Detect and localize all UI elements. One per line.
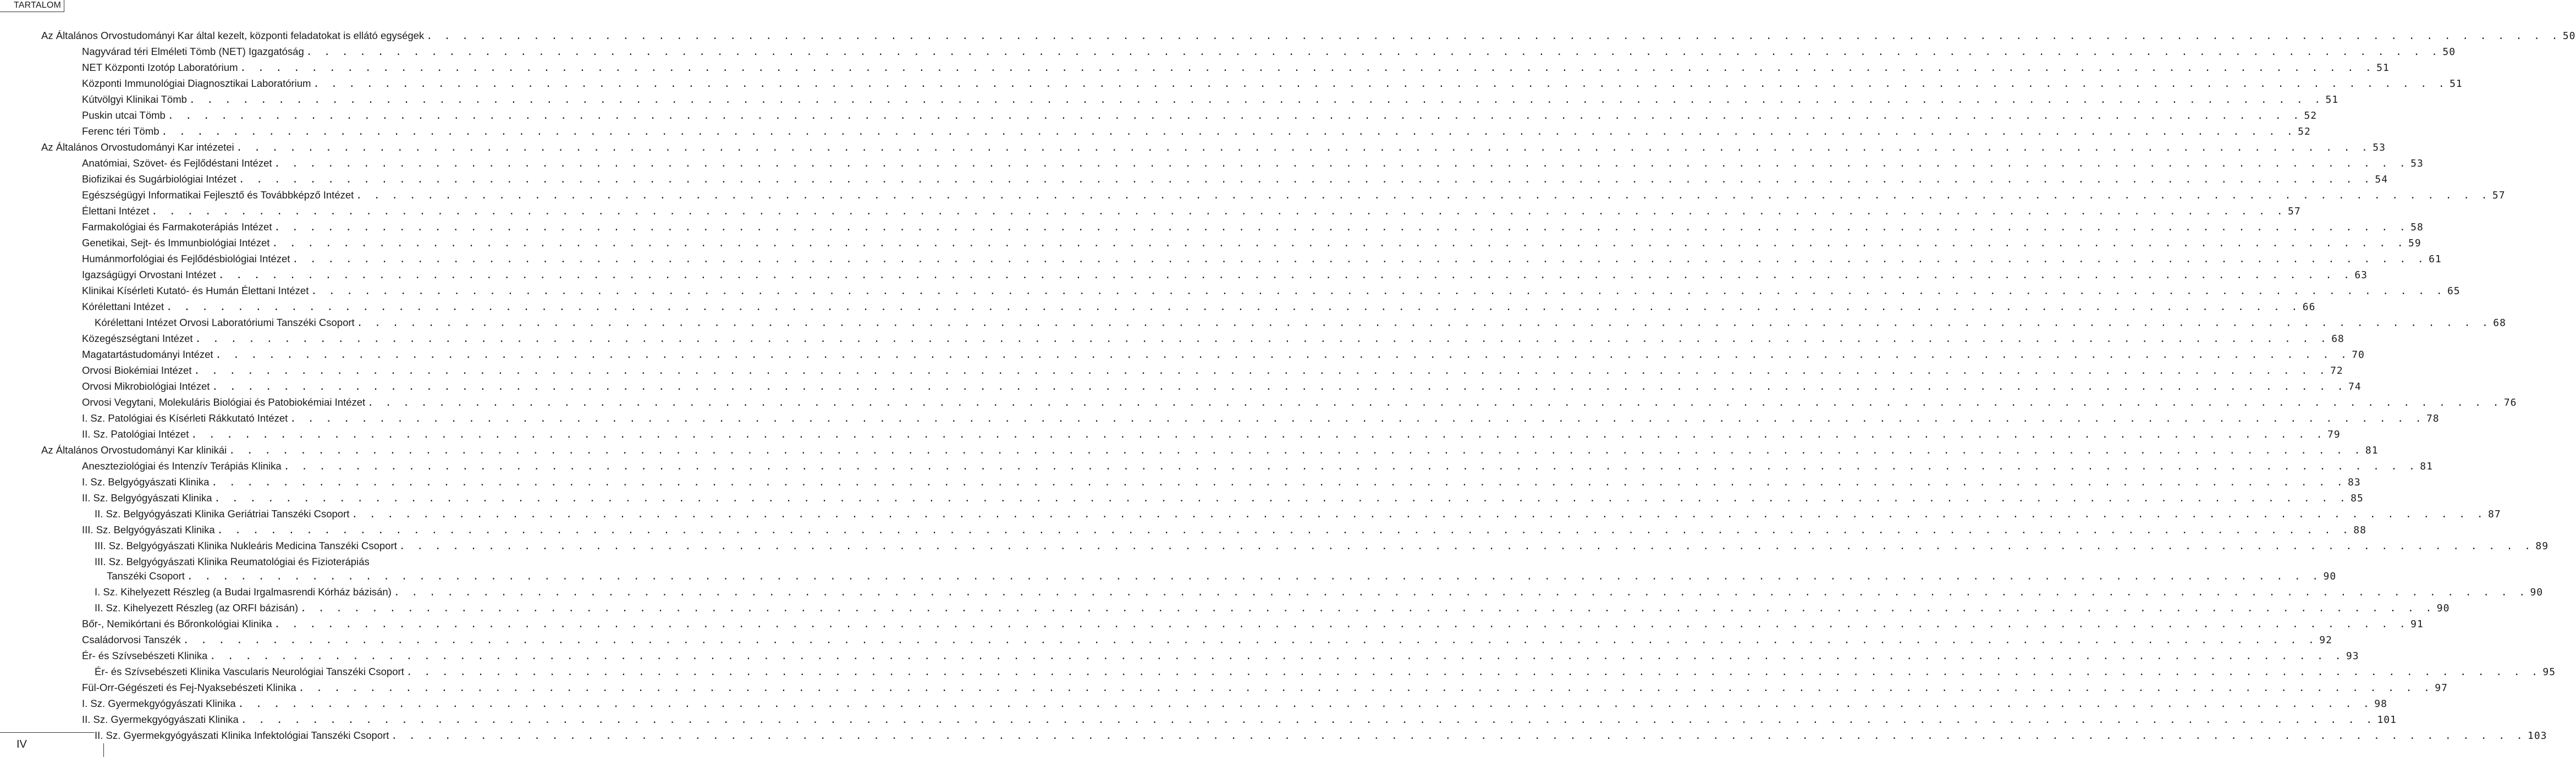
toc-entry-title: II. Sz. Belgyógyászati Klinika Geriátriai Tanszéki Csoport [95,506,351,522]
toc-entry[interactable] [0,711,2397,727]
toc-entry-title: Ér- és Szívsebészeti Klinika Vascularis Neurológiai Tanszéki Csoport [95,664,406,679]
toc-entry-page: 58 [2408,219,2424,235]
dot-leader: . . . . . . . . . . . . . . . . . . . . . . . . . . . . . . . . . . . . . . . . . . . . . . . . . . . . . . . . . . . . . . . . . . . . . . . . . . . . . . . . . . . . . . . . . . . . . . . . . . . . . . . . . . . . . . . . . . . . . . . . [300,603,2435,614]
dot-leader: . . . . . . . . . . . . . . . . . . . . . . . . . . . . . . . . . . . . . . . . . . . . . . . . . . . . . . . . . . . . . . . . . . . . . . . . . . . . . . . . . . . . . . . . . . . . . . . . . . . . . . . . . . . . . . . . . . . . . . . . [167,110,2302,121]
toc-entry[interactable] [0,410,2440,426]
toc-entry-title: I. Sz. Patológiai és Kísérleti Rákkutató Intézet [82,410,290,426]
toc-entry-page: 51 [2374,60,2390,76]
toc-row [0,267,2368,283]
table-of-contents [0,27,2576,743]
dot-leader: . . . . . . . . . . . . . . . . . . . . . . . . . . . . . . . . . . . . . . . . . . . . . . . . . . . . . . . . . . . . . . . . . . . . . . . . . . . . . . . . . . . . . . . . . . . . . . . . . . . . . . . . . . . . . . . . . . . . . . . . [238,174,2373,185]
toc-row [0,490,2364,506]
toc-entry-page: 91 [2408,616,2424,632]
toc-entry-title: Orvosi Vegytani, Molekuláris Biológiai és Patobiokémiai Intézet [82,394,367,410]
dot-leader: . . . . . . . . . . . . . . . . . . . . . . . . . . . . . . . . . . . . . . . . . . . . . . . . . . . . . . . . . . . . . . . . . . . . . . . . . . . . . . . . . . . . . . . . . . . . . . . . . . . . . . . . . . . . . . . . . . . . . . . . [229,445,2363,456]
toc-row [0,394,2517,410]
toc-entry[interactable] [0,346,2365,362]
toc-entry-page: 66 [2300,299,2316,315]
dot-leader: . . . . . . . . . . . . . . . . . . . . . . . . . . . . . . . . . . . . . . . . . . . . . . . . . . . . . . . . . . . . . . . . . . . . . . . . . . . . . . . . . . . . . . . . . . . . . . . . . . . . . . . . . . . . . . . . . . . . . . . . [313,78,2448,90]
dot-leader: . . . . . . . . . . . . . . . . . . . . . . . . . . . . . . . . . . . . . . . . . . . . . . . . . . . . . . . . . . . . . . . . . . . . . . . . . . . . . . . . . . . . . . . . . . . . . . . . . . . . . . . . . . . . . . . . . . . . . . . . [195,333,2330,345]
toc-entry[interactable] [0,299,2316,314]
dot-leader: . . . . . . . . . . . . . . . . . . . . . . . . . . . . . . . . . . . . . . . . . . . . . . . . . . . . . . . . . . . . . . . . . . . . . . . . . . . . . . . . . . . . . . . . . . . . . . . . . . . . . . . . . . . . . . . . . . . . . . . . [189,94,2324,106]
toc-entry-page: 85 [2348,490,2364,506]
toc-entry-page: 74 [2346,379,2362,395]
toc-entry-page: 103 [2525,728,2547,744]
toc-entry-title: I. Sz. Belgyógyászati Klinika [82,474,211,490]
toc-entry-title: II. Sz. Belgyógyászati Klinika [82,490,214,506]
toc-entry-page: 90 [2528,584,2543,600]
toc-entry-page: 76 [2502,395,2517,411]
dot-leader: . . . . . . . . . . . . . . . . . . . . . . . . . . . . . . . . . . . . . . . . . . . . . . . . . . . . . . . . . . . . . . . . . . . . . . . . . . . . . . . . . . . . . . . . . . . . . . . . . . . . . . . . . . . . . . . . . . . . . . . . [194,365,2329,377]
toc-row [0,442,2379,458]
toc-row [0,410,2440,426]
toc-entry-title: Fül-Orr-Gégészeti és Fej-Nyaksebészeti Klinika [82,679,299,695]
toc-entry-title: Klinikai Kísérleti Kutató- és Humán Élettani Intézet [82,283,311,299]
toc-entry-title: NET Központi Izotóp Laboratórium [82,59,240,75]
toc-row [0,568,2337,584]
dot-leader: . . . . . . . . . . . . . . . . . . . . . . . . . . . . . . . . . . . . . . . . . . . . . . . . . . . . . . . . . . . . . . . . . . . . . . . . . . . . . . . . . . . . . . . . . . . . . . . . . . . . . . . . . . . . . . . . . . . . . . . . [283,461,2418,472]
toc-entry[interactable] [0,522,2366,538]
toc-entry-title: Genetikai, Sejt- és Immunbiológiai Intézet [82,235,272,251]
toc-entry-title: Közegészségtani Intézet [82,330,195,346]
toc-entry-page: 53 [2370,140,2386,156]
toc-entry-page: 89 [2533,538,2549,554]
dot-leader: . . . . . . . . . . . . . . . . . . . . . . . . . . . . . . . . . . . . . . . . . . . . . . . . . . . . . . . . . . . . . . . . . . . . . . . . . . . . . . . . . . . . . . . . . . . . . . . . . . . . . . . . . . . . . . . . . . . . . . . . [212,381,2346,393]
toc-entry[interactable] [0,219,2424,235]
toc-row [0,235,2421,251]
toc-entry[interactable] [0,27,2576,43]
toc-entry[interactable] [0,695,2387,711]
toc-row [0,648,2359,664]
dot-leader: . . . . . . . . . . . . . . . . . . . . . . . . . . . . . . . . . . . . . . . . . . . . . . . . . . . . . . . . . . . . . . . . . . . . . . . . . . . . . . . . . . . . . . . . . . . . . . . . . . . . . . . . . . . . . . . . . . . . . . . . [351,509,2486,520]
toc-entry[interactable] [0,362,2343,378]
toc-entry-page: 83 [2346,474,2361,490]
page-number: IV [16,738,27,750]
toc-entry[interactable] [0,664,2556,679]
dot-leader: . . . . . . . . . . . . . . . . . . . . . . . . . . . . . . . . . . . . . . . . . . . . . . . . . . . . . . . . . . . . . . . . . . . . . . . . . . . . . . . . . . . . . . . . . . . . . . . . . . . . . . . . . . . . . . . . . . . . . . . . [311,285,2445,297]
toc-entry-page: 90 [2435,600,2450,616]
toc-entry-page: 50 [2440,44,2456,60]
dot-leader: . . . . . . . . . . . . . . . . . . . . . . . . . . . . . . . . . . . . . . . . . . . . . . . . . . . . . . . . . . . . . . . . . . . . . . . . . . . . . . . . . . . . . . . . . . . . . . . . . . . . . . . . . . . . . . . . . . . . . . . . [274,618,2409,630]
dot-leader: . . . . . . . . . . . . . . . . . . . . . . . . . . . . . . . . . . . . . . . . . . . . . . . . . . . . . . . . . . . . . . . . . . . . . . . . . . . . . . . . . . . . . . . . . . . . . . . . . . . . . . . . . . . . . . . . . . . . . . . . [367,397,2502,408]
dot-leader: . . . . . . . . . . . . . . . . . . . . . . . . . . . . . . . . . . . . . . . . . . . . . . . . . . . . . . . . . . . . . . . . . . . . . . . . . . . . . . . . . . . . . . . . . . . . . . . . . . . . . . . . . . . . . . . . . . . . . . . . [238,698,2373,710]
toc-row [0,251,2442,267]
toc-entry-page: 59 [2406,235,2421,251]
toc-entry[interactable] [0,679,2448,695]
toc-entry[interactable] [0,139,2386,155]
toc-entry-page: 87 [2486,506,2501,522]
toc-entry-title: I. Sz. Kihelyezett Részleg (a Budai Irgalmasrendi Kórház bázisán) [95,584,394,600]
toc-entry-page: 61 [2426,251,2442,267]
dot-leader: . . . . . . . . . . . . . . . . . . . . . . . . . . . . . . . . . . . . . . . . . . . . . . . . . . . . . . . . . . . . . . . . . . . . . . . . . . . . . . . . . . . . . . . . . . . . . . . . . . . . . . . . . . . . . . . . . . . . . . . . [215,349,2350,361]
toc-entry[interactable] [0,171,2388,187]
toc-entry-title[interactable]: III. Sz. Belgyógyászati Klinika Reumatológiai és Fizioterápiás [95,556,370,567]
toc-entry[interactable] [0,458,2433,474]
dot-leader: . . . . . . . . . . . . . . . . . . . . . . . . . . . . . . . . . . . . . . . . . . . . . . . . . . . . . . . . . . . . . . . . . . . . . . . . . . . . . . . . . . . . . . . . . . . . . . . . . . . . . . . . . . . . . . . . . . . . . . . . [218,269,2353,281]
toc-row [0,59,2390,75]
toc-row [0,600,2450,616]
toc-entry-page: 52 [2302,108,2317,124]
toc-entry-page: 65 [2445,283,2461,299]
dot-leader: . . . . . . . . . . . . . . . . . . . . . . . . . . . . . . . . . . . . . . . . . . . . . . . . . . . . . . . . . . . . . . . . . . . . . . . . . . . . . . . . . . . . . . . . . . . . . . . . . . . . . . . . . . . . . . . . . . . . . . . . [292,253,2427,265]
dot-leader: . . . . . . . . . . . . . . . . . . . . . . . . . . . . . . . . . . . . . . . . . . . . . . . . . . . . . . . . . . . . . . . . . . . . . . . . . . . . . . . . . . . . . . . . . . . . . . . . . . . . . . . . . . . . . . . . . . . . . . . . [306,46,2441,58]
toc-row [0,123,2311,139]
toc-entry-title: Nagyvárad téri Elméleti Tömb (NET) Igazgatóság [82,43,306,59]
dot-leader: . . . . . . . . . . . . . . . . . . . . . . . . . . . . . . . . . . . . . . . . . . . . . . . . . . . . . . . . . . . . . . . . . . . . . . . . . . . . . . . . . . . . . . . . . . . . . . . . . . . . . . . . . . . . . . . . . . . . . . . . [274,222,2409,233]
toc-entry-title: Orvosi Biokémiai Intézet [82,362,194,378]
toc-entry-page: 52 [2296,124,2311,140]
toc-entry-page: 98 [2372,696,2387,712]
toc-row [0,362,2343,378]
dot-leader: . . . . . . . . . . . . . . . . . . . . . . . . . . . . . . . . . . . . . . . . . . . . . . . . . . . . . . . . . . . . . . . . . . . . . . . . . . . . . . . . . . . . . . . . . . . . . . . . . . . . . . . . . . . . . . . . . . . . . . . . [399,540,2534,552]
toc-entry-title: II. Sz. Gyermekgyógyászati Klinika [82,711,241,727]
toc-entry-title: Élettani Intézet [82,203,151,219]
toc-row [0,91,2339,107]
toc-entry-title: Igazságügyi Orvostani Intézet [82,267,218,283]
toc-entry-title: Farmakológiai és Farmakoterápiás Intézet [82,219,274,235]
toc-entry-page: 101 [2375,712,2397,728]
dot-leader: . . . . . . . . . . . . . . . . . . . . . . . . . . . . . . . . . . . . . . . . . . . . . . . . . . . . . . . . . . . . . . . . . . . . . . . . . . . . . . . . . . . . . . . . . . . . . . . . . . . . . . . . . . . . . . . . . . . . . . . . [426,30,2561,42]
toc-entry-title: Aneszteziológiai és Intenzív Terápiás Klinika [82,458,284,474]
toc-row [0,75,2463,91]
dot-leader: . . . . . . . . . . . . . . . . . . . . . . . . . . . . . . . . . . . . . . . . . . . . . . . . . . . . . . . . . . . . . . . . . . . . . . . . . . . . . . . . . . . . . . . . . . . . . . . . . . . . . . . . . . . . . . . . . . . . . . . . [272,237,2407,249]
toc-entry-page: 93 [2344,648,2359,664]
toc-entry-title: I. Sz. Gyermekgyógyászati Klinika [82,695,238,711]
toc-entry[interactable] [0,59,2390,75]
dot-leader: . . . . . . . . . . . . . . . . . . . . . . . . . . . . . . . . . . . . . . . . . . . . . . . . . . . . . . . . . . . . . . . . . . . . . . . . . . . . . . . . . . . . . . . . . . . . . . . . . . . . . . . . . . . . . . . . . . . . . . . . [274,158,2409,169]
toc-entry[interactable] [0,426,2341,442]
toc-entry[interactable] [0,330,2344,346]
dot-leader: . . . . . . . . . . . . . . . . . . . . . . . . . . . . . . . . . . . . . . . . . . . . . . . . . . . . . . . . . . . . . . . . . . . . . . . . . . . . . . . . . . . . . . . . . . . . . . . . . . . . . . . . . . . . . . . . . . . . . . . . [166,301,2300,313]
toc-entry-title: Orvosi Mikrobiológiai Intézet [82,378,212,394]
toc-entry[interactable] [0,442,2379,458]
toc-entry-title: II. Sz. Patológiai Intézet [82,426,191,442]
toc-row [0,664,2556,679]
toc-entry-title: II. Sz. Kihelyezett Részleg (az ORFI bázisán) [95,600,300,616]
toc-entry-title: Egészségügyi Informatikai Fejlesztő és Továbbképző Intézet [82,187,356,203]
toc-entry-title: III. Sz. Belgyógyászati Klinika [82,522,217,538]
dot-leader: . . . . . . . . . . . . . . . . . . . . . . . . . . . . . . . . . . . . . . . . . . . . . . . . . . . . . . . . . . . . . . . . . . . . . . . . . . . . . . . . . . . . . . . . . . . . . . . . . . . . . . . . . . . . . . . . . . . . . . . . [236,142,2371,153]
toc-entry-title: Bőr-, Nemikórtani és Bőronkológiai Klinika [82,616,274,632]
dot-leader: . . . . . . . . . . . . . . . . . . . . . . . . . . . . . . . . . . . . . . . . . . . . . . . . . . . . . . . . . . . . . . . . . . . . . . . . . . . . . . . . . . . . . . . . . . . . . . . . . . . . . . . . . . . . . . . . . . . . . . . . [290,413,2424,424]
toc-row [0,378,2362,394]
toc-entry-page: 51 [2324,92,2339,108]
toc-row [0,711,2397,727]
toc-entry-title: Az Általános Orvostudományi Kar által kezelt, központi feladatokat is ellátó egységek [41,27,426,43]
toc-entry-title: Puskin utcai Tömb [82,107,168,123]
toc-row [0,538,2549,554]
toc-entry[interactable] [0,506,2501,522]
toc-entry-title: Az Általános Orvostudományi Kar intézetei [41,139,236,155]
toc-entry[interactable] [0,474,2361,490]
toc-entry[interactable] [0,91,2339,107]
toc-row [0,299,2316,314]
dot-leader: . . . . . . . . . . . . . . . . . . . . . . . . . . . . . . . . . . . . . . . . . . . . . . . . . . . . . . . . . . . . . . . . . . . . . . . . . . . . . . . . . . . . . . . . . . . . . . . . . . . . . . . . . . . . . . . . . . . . . . . . [217,524,2352,536]
toc-row [0,584,2544,600]
dot-leader: . . . . . . . . . . . . . . . . . . . . . . . . . . . . . . . . . . . . . . . . . . . . . . . . . . . . . . . . . . . . . . . . . . . . . . . . . . . . . . . . . . . . . . . . . . . . . . . . . . . . . . . . . . . . . . . . . . . . . . . . [161,126,2296,137]
toc-row [0,632,2332,648]
dot-leader: . . . . . . . . . . . . . . . . . . . . . . . . . . . . . . . . . . . . . . . . . . . . . . . . . . . . . . . . . . . . . . . . . . . . . . . . . . . . . . . . . . . . . . . . . . . . . . . . . . . . . . . . . . . . . . . . . . . . . . . . [356,317,2491,329]
toc-entry[interactable] [0,187,2506,203]
dot-leader: . . . . . . . . . . . . . . . . . . . . . . . . . . . . . . . . . . . . . . . . . . . . . . . . . . . . . . . . . . . . . . . . . . . . . . . . . . . . . . . . . . . . . . . . . . . . . . . . . . . . . . . . . . . . . . . . . . . . . . . . [391,730,2525,742]
toc-entry-page: 81 [2363,443,2379,458]
toc-entry-title: Anatómiai, Szövet- és Fejlődéstani Intézet [82,155,274,171]
toc-entry[interactable] [0,568,2337,584]
dot-leader: . . . . . . . . . . . . . . . . . . . . . . . . . . . . . . . . . . . . . . . . . . . . . . . . . . . . . . . . . . . . . . . . . . . . . . . . . . . . . . . . . . . . . . . . . . . . . . . . . . . . . . . . . . . . . . . . . . . . . . . . [183,634,2318,646]
toc-entry-title: Ferenc téri Tömb [82,123,162,139]
toc-row [0,695,2387,711]
toc-row [0,330,2344,346]
toc-entry[interactable] [0,123,2311,139]
toc-entry-title: Tanszéki Csoport [107,568,187,584]
toc-entry[interactable] [0,43,2456,59]
toc-entry-page: 54 [2373,172,2388,187]
section-header: TARTALOM [14,1,62,10]
toc-entry-title: Családorvosi Tanszék [82,632,183,648]
toc-entry-title: Kórélettani Intézet [82,299,166,314]
toc-row [0,187,2506,203]
toc-entry-page: 70 [2349,347,2365,363]
toc-entry-title: Humánmorfológiai és Fejlődésbiológiai Intézet [82,251,292,267]
toc-entry[interactable] [0,584,2544,600]
toc-entry[interactable] [0,378,2362,394]
toc-entry-page: 50 [2561,28,2576,44]
toc-entry[interactable] [0,283,2461,299]
toc-entry-page: 57 [2490,187,2506,203]
dot-leader: . . . . . . . . . . . . . . . . . . . . . . . . . . . . . . . . . . . . . . . . . . . . . . . . . . . . . . . . . . . . . . . . . . . . . . . . . . . . . . . . . . . . . . . . . . . . . . . . . . . . . . . . . . . . . . . . . . . . . . . . [151,206,2286,217]
toc-row [0,155,2424,171]
toc-entry-page: 97 [2432,680,2448,696]
dot-leader: . . . . . . . . . . . . . . . . . . . . . . . . . . . . . . . . . . . . . . . . . . . . . . . . . . . . . . . . . . . . . . . . . . . . . . . . . . . . . . . . . . . . . . . . . . . . . . . . . . . . . . . . . . . . . . . . . . . . . . . . [240,714,2375,726]
toc-entry[interactable] [0,155,2424,171]
toc-entry-title: Magatartástudományi Intézet [82,346,216,362]
toc-row [0,43,2456,59]
toc-entry[interactable] [0,490,2364,506]
toc-entry-page: 72 [2328,363,2343,379]
toc-entry-page: 81 [2418,458,2433,474]
dot-leader: . . . . . . . . . . . . . . . . . . . . . . . . . . . . . . . . . . . . . . . . . . . . . . . . . . . . . . . . . . . . . . . . . . . . . . . . . . . . . . . . . . . . . . . . . . . . . . . . . . . . . . . . . . . . . . . . . . . . . . . . [240,62,2375,74]
toc-entry-page: 51 [2447,76,2463,92]
toc-row [0,171,2388,187]
toc-row [0,219,2424,235]
toc-entry-title: Biofizikai és Sugárbiológiai Intézet [82,171,239,187]
toc-entry-title: III. Sz. Belgyógyászati Klinika Nukleáris Medicina Tanszéki Csoport [95,538,399,554]
toc-row [0,554,526,568]
toc-entry-title: Az Általános Orvostudományi Kar klinikái [41,442,229,458]
dot-leader: . . . . . . . . . . . . . . . . . . . . . . . . . . . . . . . . . . . . . . . . . . . . . . . . . . . . . . . . . . . . . . . . . . . . . . . . . . . . . . . . . . . . . . . . . . . . . . . . . . . . . . . . . . . . . . . . . . . . . . . . [406,666,2541,678]
toc-entry[interactable] [0,107,2318,123]
toc-entry-title: Ér- és Szívsebészeti Klinika [82,648,210,664]
toc-row [0,616,2424,632]
toc-entry-title: II. Sz. Gyermekgyógyászati Klinika Infektológiai Tanszéki Csoport [95,727,391,743]
toc-row [0,283,2461,299]
toc-entry-title: Kútvölgyi Klinikai Tömb [82,91,189,107]
toc-row [0,107,2318,123]
toc-entry-title: Kórélettani Intézet Orvosi Laboratóriumi Tanszéki Csoport [95,314,357,330]
toc-row [0,426,2341,442]
dot-leader: . . . . . . . . . . . . . . . . . . . . . . . . . . . . . . . . . . . . . . . . . . . . . . . . . . . . . . . . . . . . . . . . . . . . . . . . . . . . . . . . . . . . . . . . . . . . . . . . . . . . . . . . . . . . . . . . . . . . . . . . [186,571,2321,582]
toc-entry-page: 88 [2351,522,2366,538]
dot-leader: . . . . . . . . . . . . . . . . . . . . . . . . . . . . . . . . . . . . . . . . . . . . . . . . . . . . . . . . . . . . . . . . . . . . . . . . . . . . . . . . . . . . . . . . . . . . . . . . . . . . . . . . . . . . . . . . . . . . . . . . [214,493,2349,504]
toc-entry[interactable] [0,538,2549,554]
dot-leader: . . . . . . . . . . . . . . . . . . . . . . . . . . . . . . . . . . . . . . . . . . . . . . . . . . . . . . . . . . . . . . . . . . . . . . . . . . . . . . . . . . . . . . . . . . . . . . . . . . . . . . . . . . . . . . . . . . . . . . . . [191,429,2325,440]
toc-row [0,203,2301,219]
toc-entry-page: 78 [2424,411,2440,427]
footer-box [0,732,104,757]
toc-entry-page: 90 [2321,568,2337,584]
dot-leader: . . . . . . . . . . . . . . . . . . . . . . . . . . . . . . . . . . . . . . . . . . . . . . . . . . . . . . . . . . . . . . . . . . . . . . . . . . . . . . . . . . . . . . . . . . . . . . . . . . . . . . . . . . . . . . . . . . . . . . . . [356,190,2490,201]
toc-entry-page: 79 [2325,427,2341,443]
toc-row [0,679,2448,695]
toc-entry[interactable] [0,616,2424,632]
toc-entry[interactable] [0,632,2332,648]
toc-entry[interactable] [0,648,2359,664]
toc-entry-page: 95 [2540,664,2556,680]
toc-entry[interactable] [0,235,2421,251]
toc-entry-title: Központi Immunológiai Diagnosztikai Laboratórium [82,75,313,91]
toc-entry[interactable] [0,203,2301,219]
toc-row [0,506,2501,522]
toc-entry[interactable] [0,394,2517,410]
toc-entry-page: 63 [2352,267,2368,283]
toc-entry-page: 92 [2317,632,2332,648]
toc-row [0,27,2576,43]
toc-row [0,346,2365,362]
dot-leader: . . . . . . . . . . . . . . . . . . . . . . . . . . . . . . . . . . . . . . . . . . . . . . . . . . . . . . . . . . . . . . . . . . . . . . . . . . . . . . . . . . . . . . . . . . . . . . . . . . . . . . . . . . . . . . . . . . . . . . . . [210,650,2344,662]
toc-entry[interactable] [0,267,2368,283]
toc-row [0,139,2386,155]
toc-entry-page: 57 [2286,203,2301,219]
toc-row [0,522,2366,538]
toc-row [0,314,2506,330]
toc-entry-page: 68 [2329,331,2344,347]
toc-entry[interactable] [0,314,2506,330]
toc-row [0,474,2361,490]
toc-row [0,458,2433,474]
toc-entry-page: 53 [2408,156,2424,172]
toc-entry[interactable] [0,600,2450,616]
toc-entry[interactable] [0,251,2442,267]
dot-leader: . . . . . . . . . . . . . . . . . . . . . . . . . . . . . . . . . . . . . . . . . . . . . . . . . . . . . . . . . . . . . . . . . . . . . . . . . . . . . . . . . . . . . . . . . . . . . . . . . . . . . . . . . . . . . . . . . . . . . . . . [211,477,2346,488]
toc-entry-page: 68 [2491,315,2506,331]
dot-leader: . . . . . . . . . . . . . . . . . . . . . . . . . . . . . . . . . . . . . . . . . . . . . . . . . . . . . . . . . . . . . . . . . . . . . . . . . . . . . . . . . . . . . . . . . . . . . . . . . . . . . . . . . . . . . . . . . . . . . . . . [298,682,2433,694]
dot-leader: . . . . . . . . . . . . . . . . . . . . . . . . . . . . . . . . . . . . . . . . . . . . . . . . . . . . . . . . . . . . . . . . . . . . . . . . . . . . . . . . . . . . . . . . . . . . . . . . . . . . . . . . . . . . . . . . . . . . . . . . [393,587,2528,598]
toc-entry[interactable] [0,75,2463,91]
